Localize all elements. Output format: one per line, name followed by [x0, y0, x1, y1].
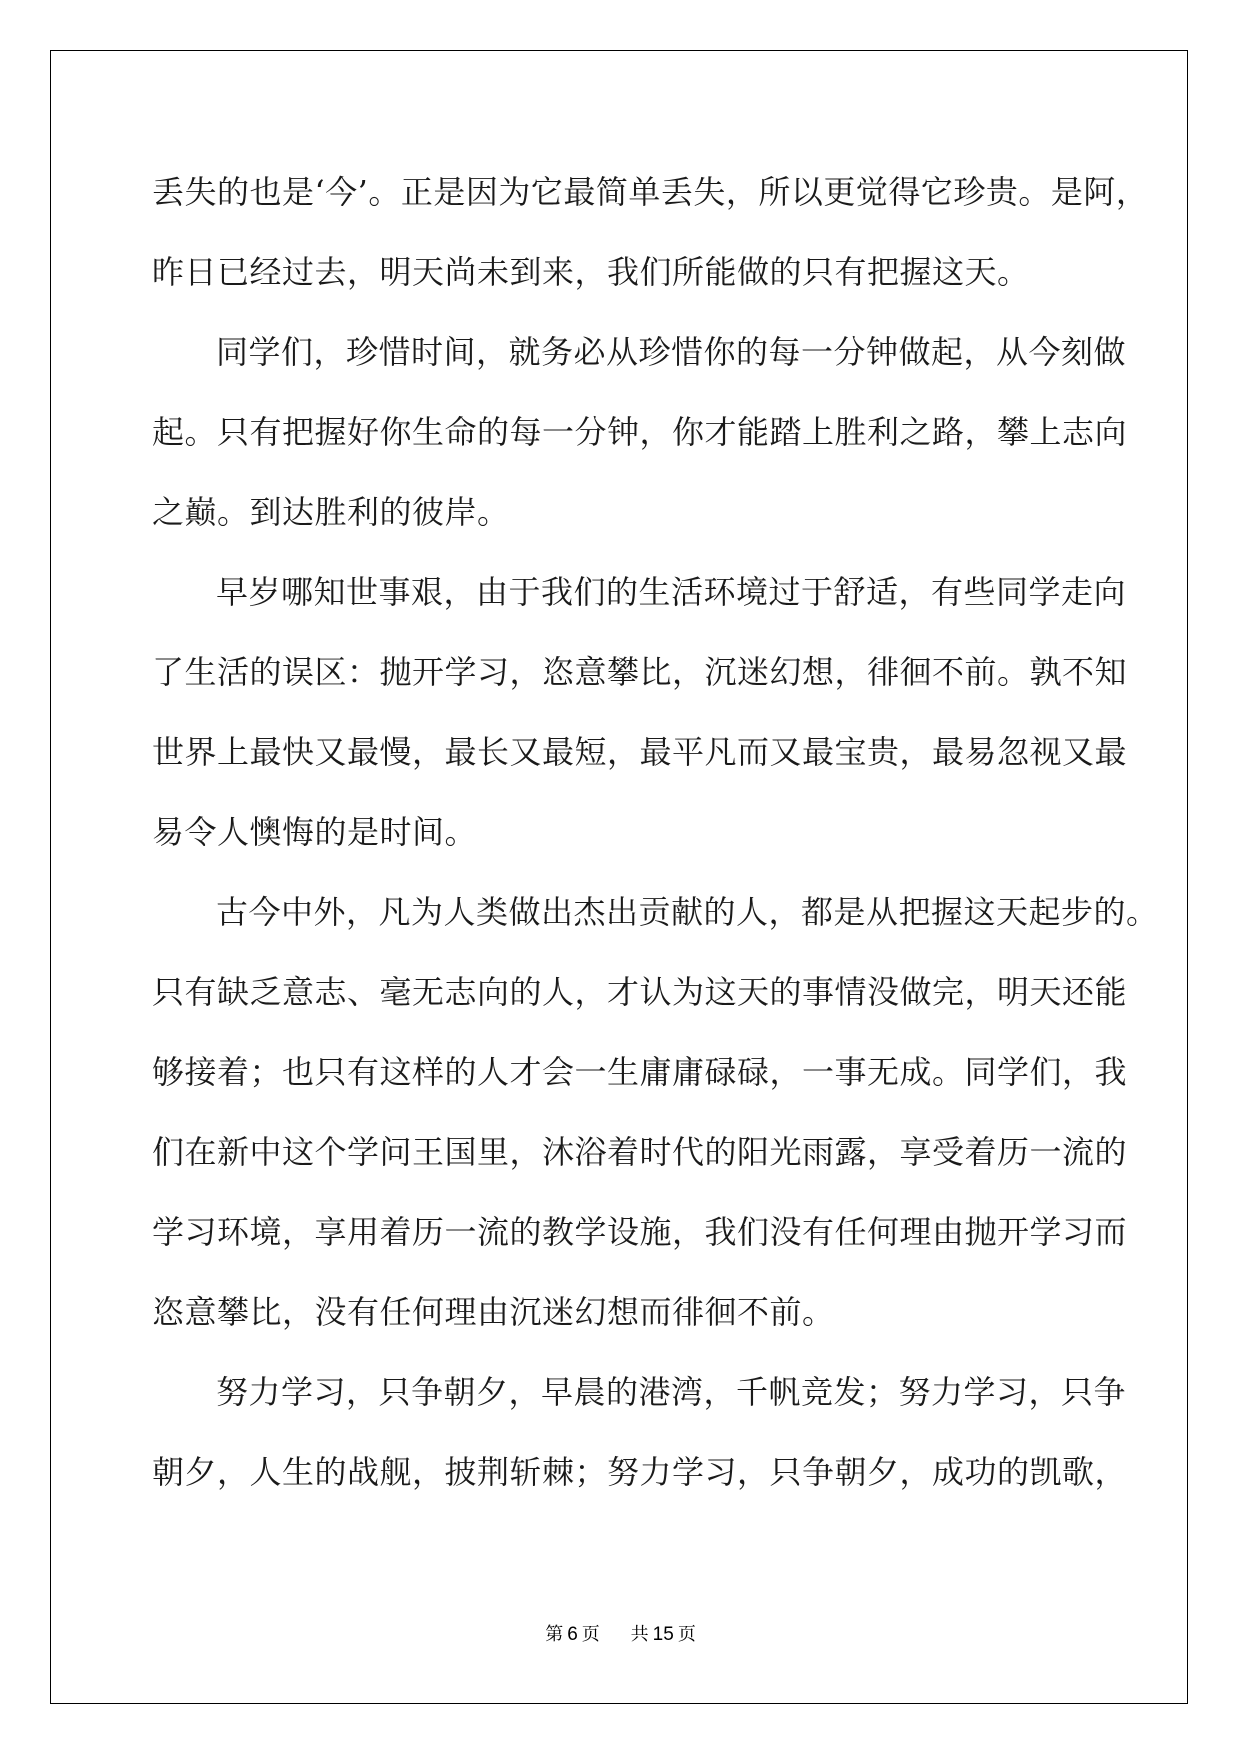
- paragraph-start-line: 古今中外，凡为人类做出杰出贡献的人，都是从把握这天起步的。: [216, 893, 1159, 931]
- text-line-13: 们在新中这个学问王国里，沐浴着时代的阳光雨露，享受着历一流的: [152, 1133, 1128, 1171]
- total-pages-indicator: [629, 1624, 698, 1645]
- page-prefix: 第: [545, 1624, 564, 1645]
- page-indicator: [543, 1624, 607, 1645]
- total-prefix: 共: [630, 1624, 649, 1645]
- paragraph-start-line: 努力学习，只争朝夕，早晨的港湾，千帆竞发；努力学习，只争: [216, 1373, 1127, 1411]
- text-line-14: 学习环境，享用着历一流的教学设施，我们没有任何理由抛开学习而: [152, 1213, 1128, 1251]
- paragraph-start-line: 同学们，珍惜时间，就务必从珍惜你的每一分钟做起，从今刻做: [216, 333, 1127, 371]
- text-line-17: 朝夕，人生的战舰，披荆斩棘；努力学习，只争朝夕，成功的凯歌，: [152, 1453, 1128, 1491]
- text-line-11: 只有缺乏意志、毫无志向的人，才认为这天的事情没做完，明天还能: [152, 973, 1128, 1011]
- text-line-8: 世界上最快又最慢，最长又最短，最平凡而又最宝贵，最易忽视又最: [152, 733, 1128, 771]
- total-pages-number: 15: [652, 1624, 674, 1645]
- page-footer: [0, 1620, 1241, 1646]
- text-line-15: 恣意攀比，没有任何理由沉迷幻想而徘徊不前。: [152, 1293, 835, 1331]
- text-line-9: 易令人懊悔的是时间。: [152, 813, 478, 851]
- paragraph-start-line: 早岁哪知世事艰，由于我们的生活环境过于舒适，有些同学走向: [216, 573, 1127, 611]
- text-line-2: 昨日已经过去，明天尚未到来，我们所能做的只有把握这天。: [152, 253, 1030, 291]
- text-line-7: 了生活的误区：抛开学习，恣意攀比，沉迷幻想，徘徊不前。孰不知: [152, 653, 1128, 691]
- total-suffix: 页: [677, 1624, 696, 1645]
- text-line-1: 丢失的也是‘今’。正是因为它最简单丢失，所以更觉得它珍贵。是阿，: [152, 173, 1149, 211]
- page-suffix: 页: [581, 1624, 600, 1645]
- text-line-5: 之巅。到达胜利的彼岸。: [152, 493, 510, 531]
- text-line-12: 够接着；也只有这样的人才会一生庸庸碌碌，一事无成。同学们，我: [152, 1053, 1128, 1091]
- text-line-4: 起。只有把握好你生命的每一分钟，你才能踏上胜利之路，攀上志向: [152, 413, 1128, 451]
- page-number: 6: [567, 1624, 578, 1645]
